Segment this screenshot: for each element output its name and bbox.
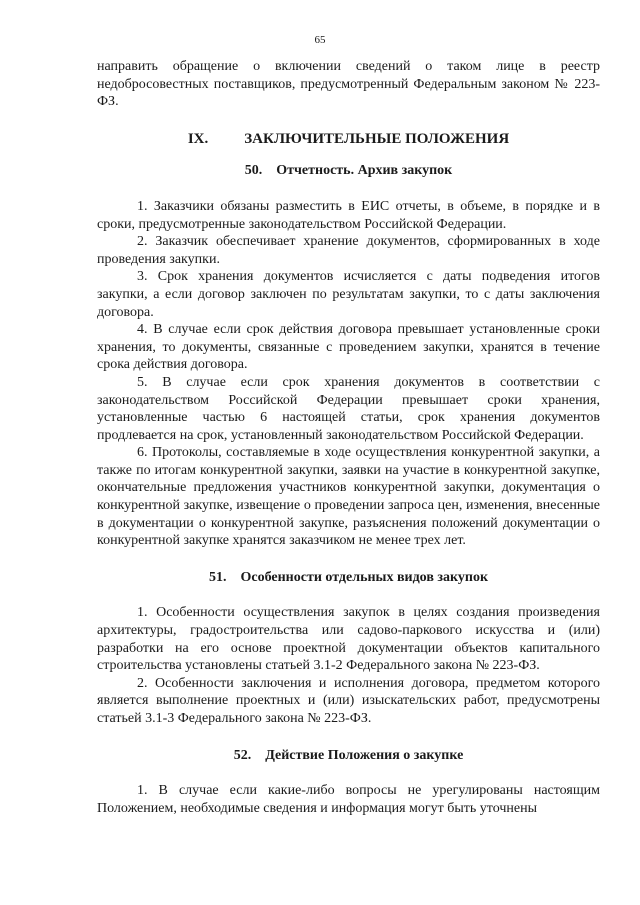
chapter-title: ЗАКЛЮЧИТЕЛЬНЫЕ ПОЛОЖЕНИЯ bbox=[244, 130, 510, 147]
paragraph: 3. Срок хранения документов исчисляется с даты подведения итогов закупки, а если договор заключен по результатам закупки, то с даты заключения договора. bbox=[97, 269, 600, 320]
paragraph: 4. В случае если срок действия договора превышает установленные сроки хранения, то документы, связанные с проведением закупки, хранятся в течение срока действия договора. bbox=[97, 322, 600, 373]
section-heading-50 bbox=[97, 162, 600, 180]
paragraph: 1. Особенности осуществления закупок в целях создания произведения архитектуры, градостроительства или садово-паркового искусства и (или) разработки на его основе проектной документации объектов капитального строительства установлены статьей 3.1-2 Федерального закона № 223-ФЗ. bbox=[97, 605, 600, 674]
page-number: 65 bbox=[314, 34, 326, 46]
chapter-number: IX. bbox=[187, 130, 209, 147]
paragraph: 1. Заказчики обязаны разместить в ЕИС отчеты, в объеме, в порядке и в сроки, предусмотренные законодательством Российской Федерации. bbox=[97, 198, 600, 232]
section-heading-51 bbox=[97, 569, 600, 587]
paragraph: 5. В случае если срок хранения документов в соответствии с законодательством Российской Федерации превышает сроки хранения, установленные частью 6 настоящей статьи, срок хранения документов продлевается на срок, установленный законодательством Российской Федерации. bbox=[97, 374, 600, 443]
paragraph: 2. Особенности заключения и исполнения договора, предметом которого является выполнение проектных и (или) изыскательских работ, предусмотрены статьей 3.1-3 Федерального закона № 223-ФЗ. bbox=[97, 675, 600, 726]
paragraph: 2. Заказчик обеспечивает хранение документов, сформированных в ходе проведения закупки. bbox=[97, 234, 600, 267]
chapter-heading bbox=[97, 131, 600, 149]
section-title: Особенности отдельных видов закупок bbox=[240, 569, 489, 585]
section-heading-52 bbox=[97, 747, 600, 765]
section-title: Действие Положения о закупке bbox=[265, 747, 464, 763]
paragraph: 1. В случае если какие-либо вопросы не урегулированы настоящим Положением, необходимые сведения и информация могут быть уточнены bbox=[97, 783, 600, 816]
section-number: 50. bbox=[244, 163, 263, 179]
intro-paragraph: направить обращение о включении сведений о таком лице в реестр недобросовестных поставщиков, предусмотренный Федеральным законом № 223-ФЗ. bbox=[97, 59, 600, 110]
section-number: 52. bbox=[233, 747, 252, 763]
paragraph: 6. Протоколы, составляемые в ходе осуществления конкурентной закупки, а также по итогам конкурентной закупки, заявки на участие в конкурентной закупке, окончательные предложения участников конкурентной закупки, документация о конкурентной закупке, извещение о проведении запроса цен, изменения, внесенные в документации о конкурентной закупке, разъяснения положений документации о конкурентной закупке хранятся заказчиком не менее трех лет. bbox=[97, 445, 600, 549]
section-title: Отчетность. Архив закупок bbox=[276, 163, 453, 179]
section-number: 51. bbox=[208, 569, 227, 585]
document-body bbox=[97, 58, 600, 817]
